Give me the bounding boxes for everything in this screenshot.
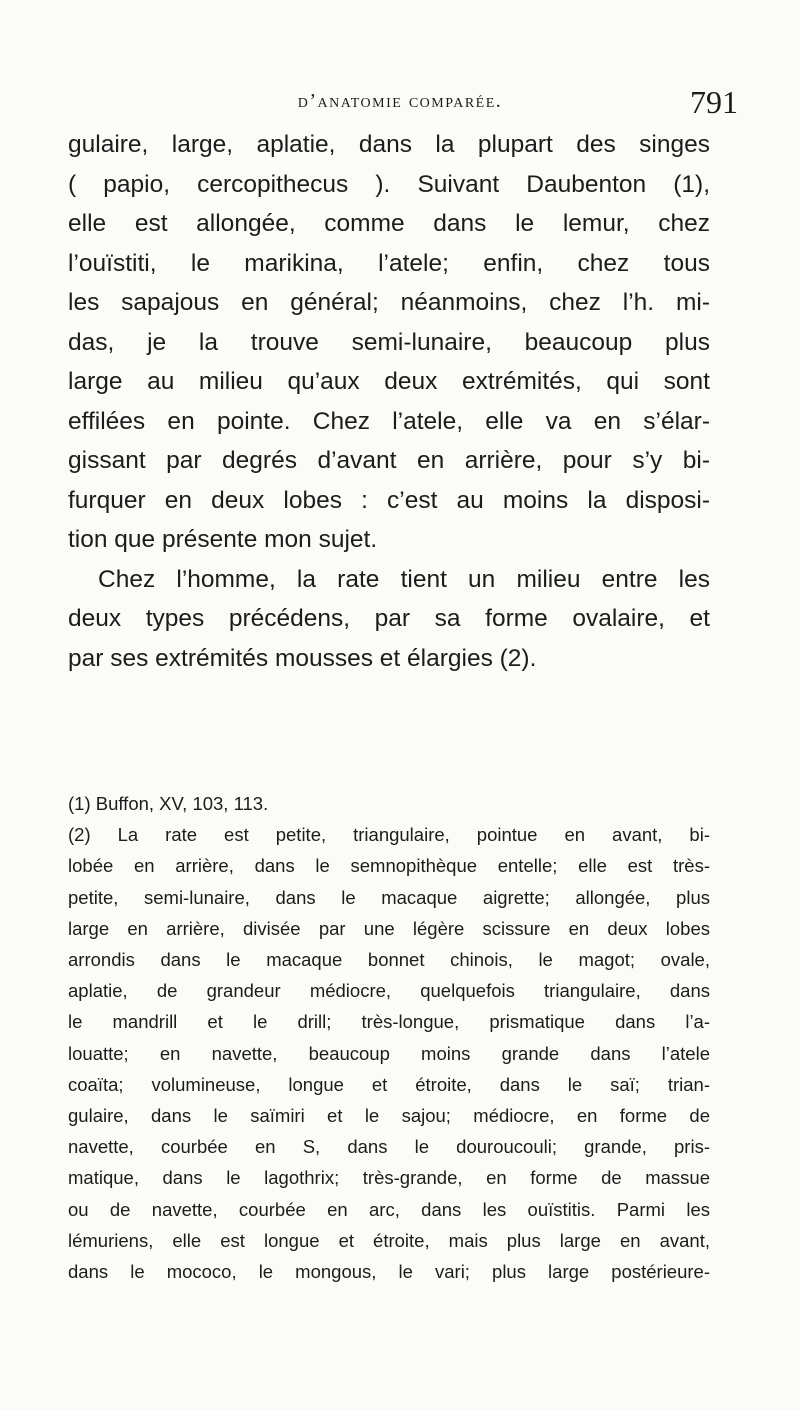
footnote-line: aplatie, de grandeur médiocre, quelquefois triangulaire, dans <box>68 980 710 1002</box>
text-line: les sapajous en général; néanmoins, chez l’h. mi- <box>68 289 710 316</box>
footnote-line: ou de navette, courbée en arc, dans les ouïstitis. Parmi les <box>68 1198 710 1220</box>
text-line: l’ouïstiti, le marikina, l’atele; enfin, chez tous <box>68 249 710 277</box>
text-line: tion que présente mon sujet. <box>68 526 378 553</box>
footnote-line: le mandrill et le drill; très-longue, prismatique dans l’a- <box>68 1011 710 1033</box>
text-line: furquer en deux lobes : c’est au moins la disposi- <box>68 486 710 514</box>
footnote-line: dans le mococo, le mongous, le vari; plus large postérieure- <box>68 1261 710 1283</box>
text-line: large au milieu qu’aux deux extrémités, qui sont <box>68 368 710 395</box>
footnote-line: louatte; en navette, beaucoup moins grande dans l’atele <box>68 1042 710 1064</box>
footnotes <box>68 788 710 1287</box>
footnote-line: large en arrière, divisée par une légère scissure en deux lobes <box>68 917 710 939</box>
text-line: gulaire, large, aplatie, dans la plupart des singes <box>68 131 710 158</box>
text-line: effilées en pointe. Chez l’atele, elle va en s’élar- <box>68 407 710 435</box>
footnote-line: matique, dans le lagothrix; très-grande, en forme de massue <box>68 1167 710 1189</box>
running-head <box>60 84 740 124</box>
text-line: ( papio, cercopithecus ). Suivant Daubenton (1), <box>68 170 710 198</box>
footnote-line: (2) La rate est petite, triangulaire, pointue en avant, bi- <box>68 824 710 846</box>
footnote-line: (1) Buffon, XV, 103, 113. <box>68 793 269 814</box>
text-line: deux types précédens, par sa forme ovalaire, et <box>68 605 710 632</box>
text-line: gissant par degrés d’avant en arrière, pour s’y bi- <box>68 447 710 474</box>
text-line: das, je la trouve semi-lunaire, beaucoup plus <box>68 328 710 356</box>
footnote-line: lobée en arrière, dans le semnopithèque entelle; elle est très- <box>68 855 710 877</box>
footnote-line: petite, semi-lunaire, dans le macaque aigrette; allongée, plus <box>68 886 710 908</box>
running-title: d’anatomie comparée. <box>297 90 503 112</box>
text-line: par ses extrémités mousses et élargies (2). <box>68 644 537 672</box>
footnote-line: arrondis dans le macaque bonnet chinois, le magot; ovale, <box>68 949 710 971</box>
footnote-line: navette, courbée en S, dans le douroucouli; grande, pris- <box>68 1136 710 1158</box>
footnote-line: gulaire, dans le saïmiri et le sajou; médiocre, en forme de <box>68 1105 710 1127</box>
page-number: 791 <box>690 84 738 120</box>
text-line: elle est allongée, comme dans le lemur, chez <box>68 210 710 237</box>
main-text <box>68 125 710 678</box>
footnote-line: lémuriens, elle est longue et étroite, mais plus large en avant, <box>68 1229 710 1251</box>
text-line: Chez l’homme, la rate tient un milieu entre les <box>98 565 710 593</box>
footnote-line: coaïta; volumineuse, longue et étroite, dans le saï; trian- <box>68 1073 710 1095</box>
